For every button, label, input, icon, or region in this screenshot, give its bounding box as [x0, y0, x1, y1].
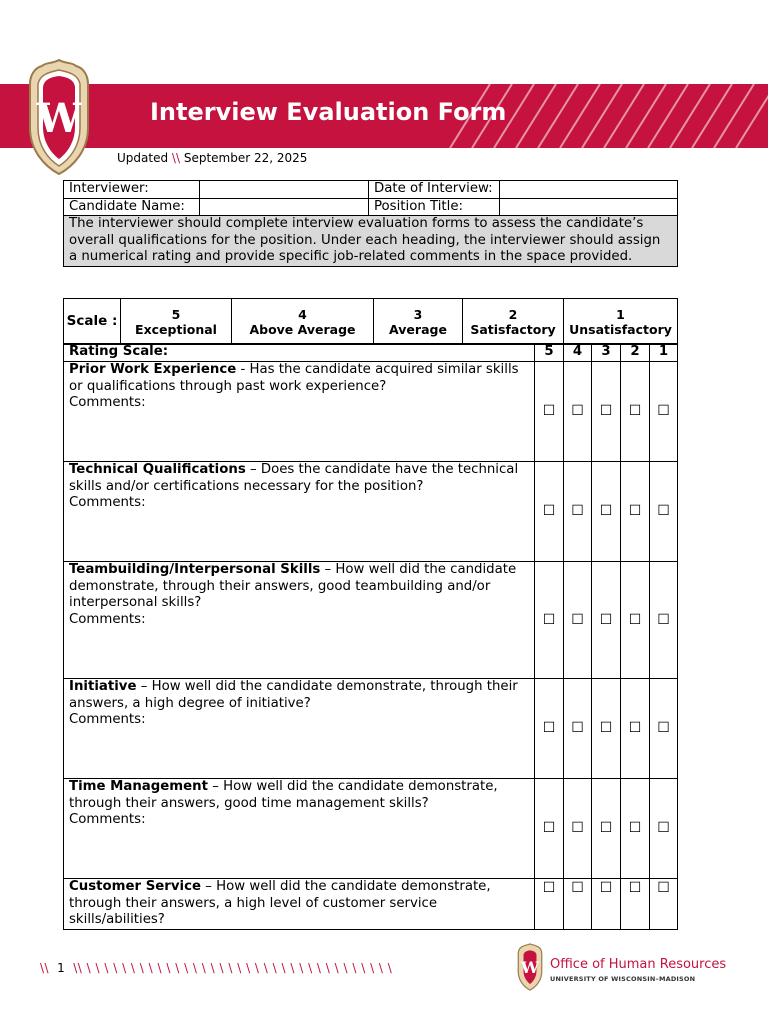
svg-text:W: W: [520, 958, 540, 978]
uw-crest-logo: [22, 58, 96, 176]
scale-level-4: 4 Above Average: [232, 299, 374, 345]
interviewer-label: Interviewer:: [64, 181, 200, 199]
criterion-initiative: Initiative – How well did the candidate demonstrate, through their answers, a high degree of initiative? Comments:: [64, 679, 535, 779]
checkbox-5[interactable]: ☐: [535, 362, 564, 462]
checkbox-5[interactable]: ☐: [535, 679, 564, 779]
position-field[interactable]: [500, 198, 678, 216]
checkbox-4[interactable]: ☐: [564, 562, 592, 679]
checkbox-2[interactable]: ☐: [621, 462, 650, 562]
checkbox-5[interactable]: ☐: [535, 562, 564, 679]
criterion-technical: Technical Qualifications – Does the candidate have the technical skills and/or certifications necessary for the position? Comments:: [64, 462, 535, 562]
criterion-teambuilding: Teambuilding/Interpersonal Skills – How well did the candidate demonstrate, through their answers, good teambuilding and/or interpersonal skills? Comments:: [64, 562, 535, 679]
candidate-field[interactable]: [200, 198, 369, 216]
checkbox-1[interactable]: ☐: [650, 879, 678, 930]
checkbox-4[interactable]: ☐: [564, 679, 592, 779]
checkbox-5[interactable]: ☐: [535, 879, 564, 930]
column-3: 3: [592, 344, 621, 362]
checkbox-2[interactable]: ☐: [621, 562, 650, 679]
footer-university-name: UNIVERSITY OF WISCONSIN–MADISON: [550, 975, 696, 983]
date-label: Date of Interview:: [369, 181, 500, 199]
updated-line: [117, 151, 307, 165]
uw-crest-small-logo: [515, 941, 545, 993]
checkbox-2[interactable]: ☐: [621, 679, 650, 779]
checkbox-3[interactable]: ☐: [592, 679, 621, 779]
checkbox-4[interactable]: ☐: [564, 879, 592, 930]
criterion-customer-service: Customer Service – How well did the candidate demonstrate, through their answers, a high level of customer service skills/abilities?: [64, 879, 535, 930]
column-4: 4: [564, 344, 592, 362]
checkbox-1[interactable]: ☐: [650, 562, 678, 679]
criterion-row: [64, 779, 678, 879]
svg-text:W: W: [36, 95, 82, 142]
checkbox-3[interactable]: ☐: [592, 462, 621, 562]
scale-level-5: 5 Exceptional: [121, 299, 232, 345]
criterion-row: [64, 679, 678, 779]
checkbox-1[interactable]: ☐: [650, 779, 678, 879]
checkbox-1[interactable]: ☐: [650, 462, 678, 562]
criterion-row: [64, 879, 678, 930]
scale-level-3: 3 Average: [374, 299, 463, 345]
checkbox-4[interactable]: ☐: [564, 362, 592, 462]
candidate-label: Candidate Name:: [64, 198, 200, 216]
criterion-row: [64, 562, 678, 679]
checkbox-1[interactable]: ☐: [650, 679, 678, 779]
column-1: 1: [650, 344, 678, 362]
checkbox-4[interactable]: ☐: [564, 779, 592, 879]
position-label: Position Title:: [369, 198, 500, 216]
scale-label: Scale :: [64, 299, 121, 345]
scale-level-1: 1 Unsatisfactory: [564, 299, 678, 345]
interview-info-table: [63, 180, 678, 267]
column-2: 2: [621, 344, 650, 362]
checkbox-3[interactable]: ☐: [592, 879, 621, 930]
instructions: The interviewer should complete interview evaluation forms to assess the candidate’s overall qualifications for the position. Under each heading, the interviewer should assign a numerical rating and provide specific job-related comments in the space provided.: [64, 216, 678, 267]
updated-label: Updated: [117, 151, 169, 165]
checkbox-3[interactable]: ☐: [592, 779, 621, 879]
footer-slashes-left: \\: [40, 961, 50, 975]
criterion-row: [64, 362, 678, 462]
checkbox-5[interactable]: ☐: [535, 462, 564, 562]
scale-level-2: 2 Satisfactory: [463, 299, 564, 345]
footer-page-line: [40, 961, 392, 975]
checkbox-3[interactable]: ☐: [592, 562, 621, 679]
updated-date: September 22, 2025: [183, 151, 308, 165]
checkbox-2[interactable]: ☐: [621, 779, 650, 879]
checkbox-2[interactable]: ☐: [621, 879, 650, 930]
criterion-prior-work: Prior Work Experience - Has the candidate acquired similar skills or qualifications through past work experience? Comments:: [64, 362, 535, 462]
column-5: 5: [535, 344, 564, 362]
rating-scale-label: Rating Scale:: [64, 344, 535, 362]
checkbox-4[interactable]: ☐: [564, 462, 592, 562]
checkbox-1[interactable]: ☐: [650, 362, 678, 462]
rating-table: [63, 343, 678, 930]
checkbox-5[interactable]: ☐: [535, 779, 564, 879]
page-number: 1: [57, 961, 66, 975]
criterion-row: [64, 462, 678, 562]
page-title: Interview Evaluation Form: [150, 98, 507, 126]
criterion-time-management: Time Management – How well did the candidate demonstrate, through their answers, good time management skills? Comments:: [64, 779, 535, 879]
checkbox-3[interactable]: ☐: [592, 362, 621, 462]
date-field[interactable]: [500, 181, 678, 199]
header-banner: [0, 84, 768, 148]
scale-table: [63, 298, 678, 345]
updated-separator: \\: [171, 151, 180, 165]
footer-office-name: Office of Human Resources: [550, 957, 727, 972]
checkbox-2[interactable]: ☐: [621, 362, 650, 462]
footer-slashes-right: \\ \ \ \ \ \ \ \ \ \ \ \ \ \ \ \ \ \ \ \ \ \ \ \ \ \ \ \ \ \ \ \ \ \ \ \: [73, 961, 393, 975]
interviewer-field[interactable]: [200, 181, 369, 199]
